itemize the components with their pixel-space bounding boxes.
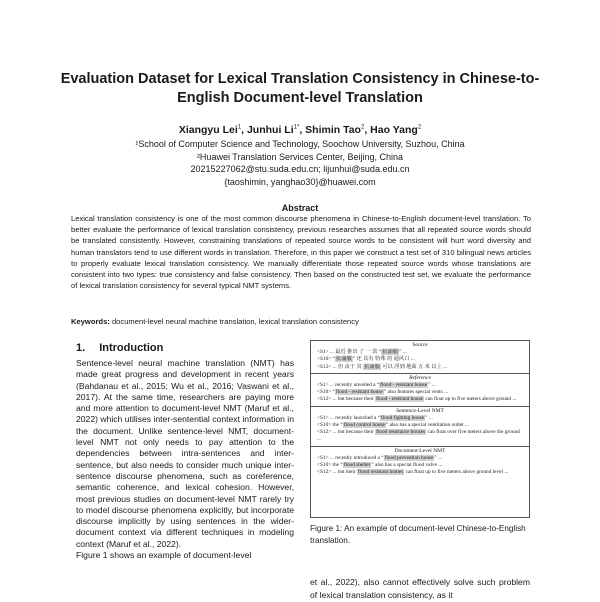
figure-line — [317, 415, 523, 422]
figure-text: <S12> ... but their — [317, 469, 357, 476]
author-affiliation-mark: 1* — [293, 124, 300, 131]
figure-text: ” ... — [399, 349, 407, 356]
keywords — [71, 317, 531, 326]
author-name: Hao Yang — [370, 124, 418, 136]
figure-caption: Figure 1: An example of document-level Chinese-to-English translation. — [310, 524, 526, 545]
section-number: 1. — [76, 342, 86, 354]
affiliation-line: ²Huawei Translation Services Center, Beijing, China — [196, 151, 404, 162]
figure-text: ” ... — [428, 382, 436, 389]
figure-line — [317, 469, 523, 476]
figure-example — [310, 340, 530, 518]
highlighted-term: flood - resistant house — [376, 396, 423, 403]
keywords-text: document-level neural machine translation, lexical translation consistency — [111, 317, 359, 326]
figure-text: ” also features special vents ... — [383, 389, 448, 396]
affiliation-line: ¹School of Computer Science and Technology, Soochow University, Suzhou, China — [135, 139, 465, 149]
abstract-heading: Abstract — [281, 203, 319, 213]
figure-line — [317, 396, 523, 403]
figure-text: <S10> the “ — [317, 462, 343, 469]
highlighted-term: flood - resistant house — [380, 382, 428, 389]
figure-sentence-nmt-block — [311, 407, 529, 447]
section-title: Introduction — [99, 342, 164, 354]
abstract-text: Lexical translation consistency is one of the most common discourse phenomena in Chinese-to-English document-level translation. To better evaluate the performance of lexical translation consistency, previous researches assumes that all repeated source words should be translated consistently. However, constraining translations of repeated source words to be consistent will hurt word diversity and human translators tend to use different words in translation. Therefore, in this paper we construct a test set of 310 bilingual news articles to properly evaluate lexical translation consistency. We manually differentiate those repeated source words whose translations are consistent into two types: true consistency and false consistency. Then based on the constructed test set, we evaluate the performance of lexical translation consistency for several typical NMT systems. — [71, 214, 531, 291]
figure-text: ” also has a special flood valve ... — [371, 462, 443, 469]
email-line: 20215227062@stu.suda.edu.cn; lijunhui@suda.edu.cn — [190, 164, 410, 174]
intro-column — [76, 358, 294, 561]
figure-text: ” ... — [434, 454, 443, 461]
figure-text: <S1> ... 最近 推出 了 一 款 “ — [317, 349, 382, 356]
figure-line — [317, 429, 523, 443]
figure-text: can float over five meters above the ground ... — [317, 429, 520, 443]
highlighted-term: flood prevention house — [384, 454, 434, 461]
figure-source-block — [311, 341, 529, 374]
figure-line — [317, 455, 523, 462]
figure-reference-block — [311, 374, 529, 407]
author-name: Shimin Tao — [305, 124, 361, 136]
figure-text: ” ... — [425, 414, 433, 421]
highlighted-term: flood - resistant house — [335, 389, 383, 396]
keywords-label: Keywords: — [71, 317, 110, 326]
figure-block-heading: Source — [412, 342, 428, 348]
highlighted-term: 抗涌服 — [364, 363, 380, 370]
figure-block-heading: Document-Level NMT — [394, 447, 446, 454]
affiliations — [60, 138, 540, 188]
highlighted-term: flood shelter — [343, 462, 371, 469]
figure-document-nmt-block — [311, 447, 529, 479]
figure-text: <S10> “ — [317, 389, 335, 396]
paper-title: Evaluation Dataset for Lexical Translation Consistency in Chinese-to-English Document-level Translation — [60, 71, 540, 106]
highlighted-term: 抗涌服 — [335, 356, 352, 363]
figure-line — [317, 364, 523, 371]
intro-paragraph: Sentence-level neural machine translation (NMT) has made great progress and development in recent years (Bahdanau et al., 2015; Wu et al., 2016; Vaswani et al., 2017). At the same time, researchers are paying more and more attention to document-level NMT (Maruf et al., 2022) which utilises inter-sentential context information in the document. Unlike sentence-level NMT, document-level NMT not only needs to pay attention to the dependencies between intra-sentences and inter-sentence, but also needs to consider much unique inter-sentence discourse phenomena, such as coreference, semantic coherence, and lexical cohesion. However, most previous studies on document-level NMT rarely try to model discourse phenomena explicitly, but incorporate discourse implicitly by using sentences in the wider-document context via different techniques in modeling context (Maruf et al., 2022). — [76, 358, 294, 549]
author-name: Junhui Li — [246, 124, 294, 136]
figure-block-heading: Reference — [409, 374, 431, 381]
figure-text: <S12> ... 但 由于 其 — [317, 363, 363, 370]
figure-text: can float up to five meters above ground level ... — [404, 469, 509, 476]
figure-text: <S12> ... but because their — [317, 429, 376, 436]
author-affiliation-mark: 2 — [360, 124, 365, 131]
email-line: {taoshimin, yanghao30}@huawei.com — [224, 176, 376, 187]
highlighted-term: flood resistant homes — [357, 469, 404, 476]
highlighted-term: flood fighting house — [381, 414, 425, 421]
author-affiliation-mark: 2 — [417, 124, 422, 131]
figure-text: <S1> ... recently launched a “ — [317, 414, 381, 421]
figure-text: <S1> ... recently unveiled a “ — [317, 382, 380, 389]
author-name: Xiangyu Lei — [178, 124, 238, 136]
figure-text: <S10> “ — [317, 356, 335, 363]
highlighted-term: 抗涌服 — [382, 349, 399, 356]
highlighted-term: flood resistance houses — [376, 429, 426, 436]
intro-paragraph: Figure 1 shows an example of document-level — [76, 550, 252, 561]
figure-text: <S1> ... recently introduced a “ — [317, 454, 384, 461]
figure-text: ” 还 具有 特殊 的 通风口 ... — [352, 356, 415, 363]
column2-text: et al., 2022), also cannot effectively solve such problem of lexical translation consistency, as it — [310, 577, 530, 600]
figure-text: <S10> the “ — [317, 422, 343, 429]
figure-block-heading: Sentence-Level NMT — [396, 407, 444, 414]
figure-text: can float up to five meters above ground ... — [424, 396, 517, 403]
author-list: Xiangyu Lei$^1$, Junhui $Li^{1*}$, Shimin Tao$^2$, Hao Yang$^2$ — [178, 124, 422, 136]
figure-text: <S12> ... but because their — [317, 396, 376, 403]
author-affiliation-mark: 1 — [237, 124, 242, 131]
figure-line — [317, 356, 523, 363]
figure-text: ” also has a special ventilation outlet ... — [385, 422, 469, 429]
figure-text: 可以 浮到 地面 五 米 以上 ... — [380, 363, 448, 370]
section-heading — [76, 342, 163, 354]
highlighted-term: flood control house — [343, 422, 385, 429]
